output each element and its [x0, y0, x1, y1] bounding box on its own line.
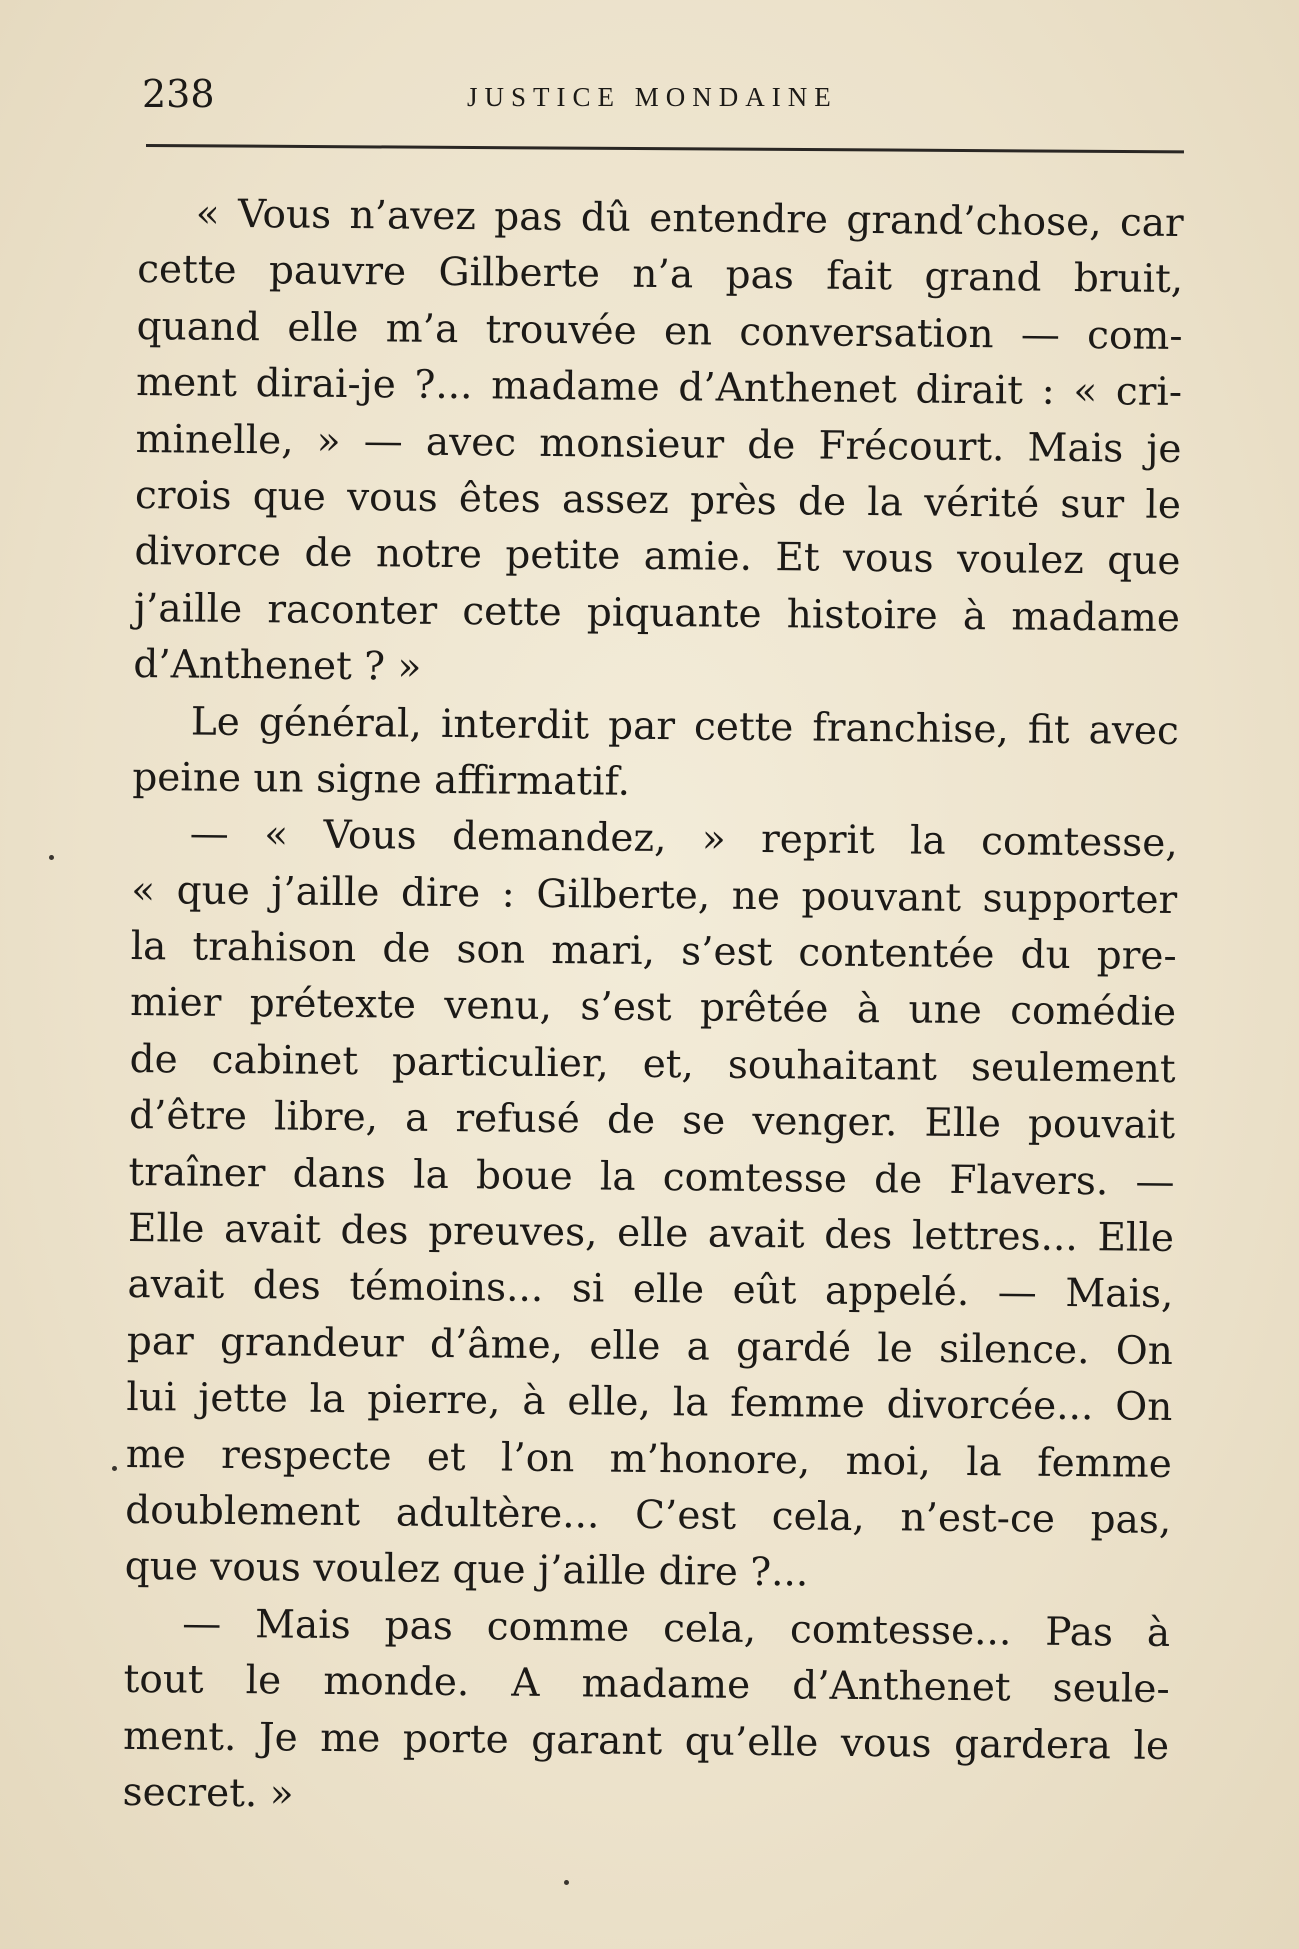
text-line: peine un signe affirmatif. — [132, 754, 631, 805]
text-line: « Vous n’avez pas dû entendre grand’chose, car — [195, 191, 1184, 247]
text-line: Elle avait des preuves, elle avait des lettres... Elle — [127, 1205, 1175, 1262]
text-line: la trahison de son mari, s’est contentée du pre- — [130, 924, 1177, 980]
header-rule — [146, 144, 1184, 153]
text-line: Le général, interdit par cette franchise, fit avec — [190, 699, 1180, 754]
text-line: j’aille raconter cette piquante histoire à madame — [133, 585, 1181, 641]
text-line: ment dirai-je ?... madame d’Anthenet dirait : « cri- — [135, 360, 1183, 416]
running-title: JUSTICE MONDAINE — [467, 82, 838, 112]
print-speck — [49, 855, 54, 860]
text-line: tout le monde. A madame d’Anthenet seule- — [123, 1657, 1170, 1713]
print-speck — [564, 1880, 569, 1885]
text-line: — « Vous demandez, » reprit la comtesse, — [189, 811, 1178, 867]
text-line: crois que vous êtes assez près de la vérité sur le — [134, 472, 1182, 528]
text-line: — Mais pas comme cela, comtesse... Pas à — [181, 1601, 1171, 1656]
page-number: 238 — [142, 72, 215, 116]
text-line: avait des témoins... si elle eût appelé. — Mais, — [127, 1262, 1174, 1318]
body-text — [122, 186, 1184, 1831]
text-line: divorce de notre petite amie. Et vous voulez que — [134, 529, 1181, 585]
text-line: mier prétexte venu, s’est prêtée à une comédie — [129, 980, 1177, 1036]
text-line: lui jette la pierre, à elle, la femme divorcée... On — [126, 1375, 1173, 1431]
text-line: « que j’aille dire : Gilberte, ne pouvant supporter — [131, 867, 1178, 923]
text-line: ment. Je me porte garant qu’elle vous gardera le — [122, 1713, 1170, 1769]
text-line: cette pauvre Gilberte n’a pas fait grand bruit, — [136, 247, 1184, 303]
text-line: me respecte et l’on m’honore, moi, la femme — [125, 1431, 1172, 1487]
text-line: secret. » — [122, 1769, 294, 1817]
text-line: minelle, » — avec monsieur de Frécourt. Mais je — [135, 416, 1182, 472]
text-line: de cabinet particulier, et, souhaitant seulement — [129, 1036, 1176, 1092]
text-line: par grandeur d’âme, elle a gardé le silence. On — [126, 1318, 1174, 1374]
text-line: quand elle m’a trouvée en conversation — com- — [136, 303, 1183, 359]
print-speck — [112, 1466, 117, 1471]
text-line: traîner dans la boue la comtesse de Flavers. — — [128, 1149, 1175, 1205]
text-line: doublement adultère... C’est cela, n’est-ce pas, — [125, 1487, 1172, 1543]
text-line: d’Anthenet ? » — [133, 642, 422, 690]
text-line: que vous voulez que j’aille dire ?... — [124, 1544, 809, 1596]
text-line: d’être libre, a refusé de se venger. Elle pouvait — [128, 1093, 1176, 1149]
running-head — [142, 72, 1182, 128]
